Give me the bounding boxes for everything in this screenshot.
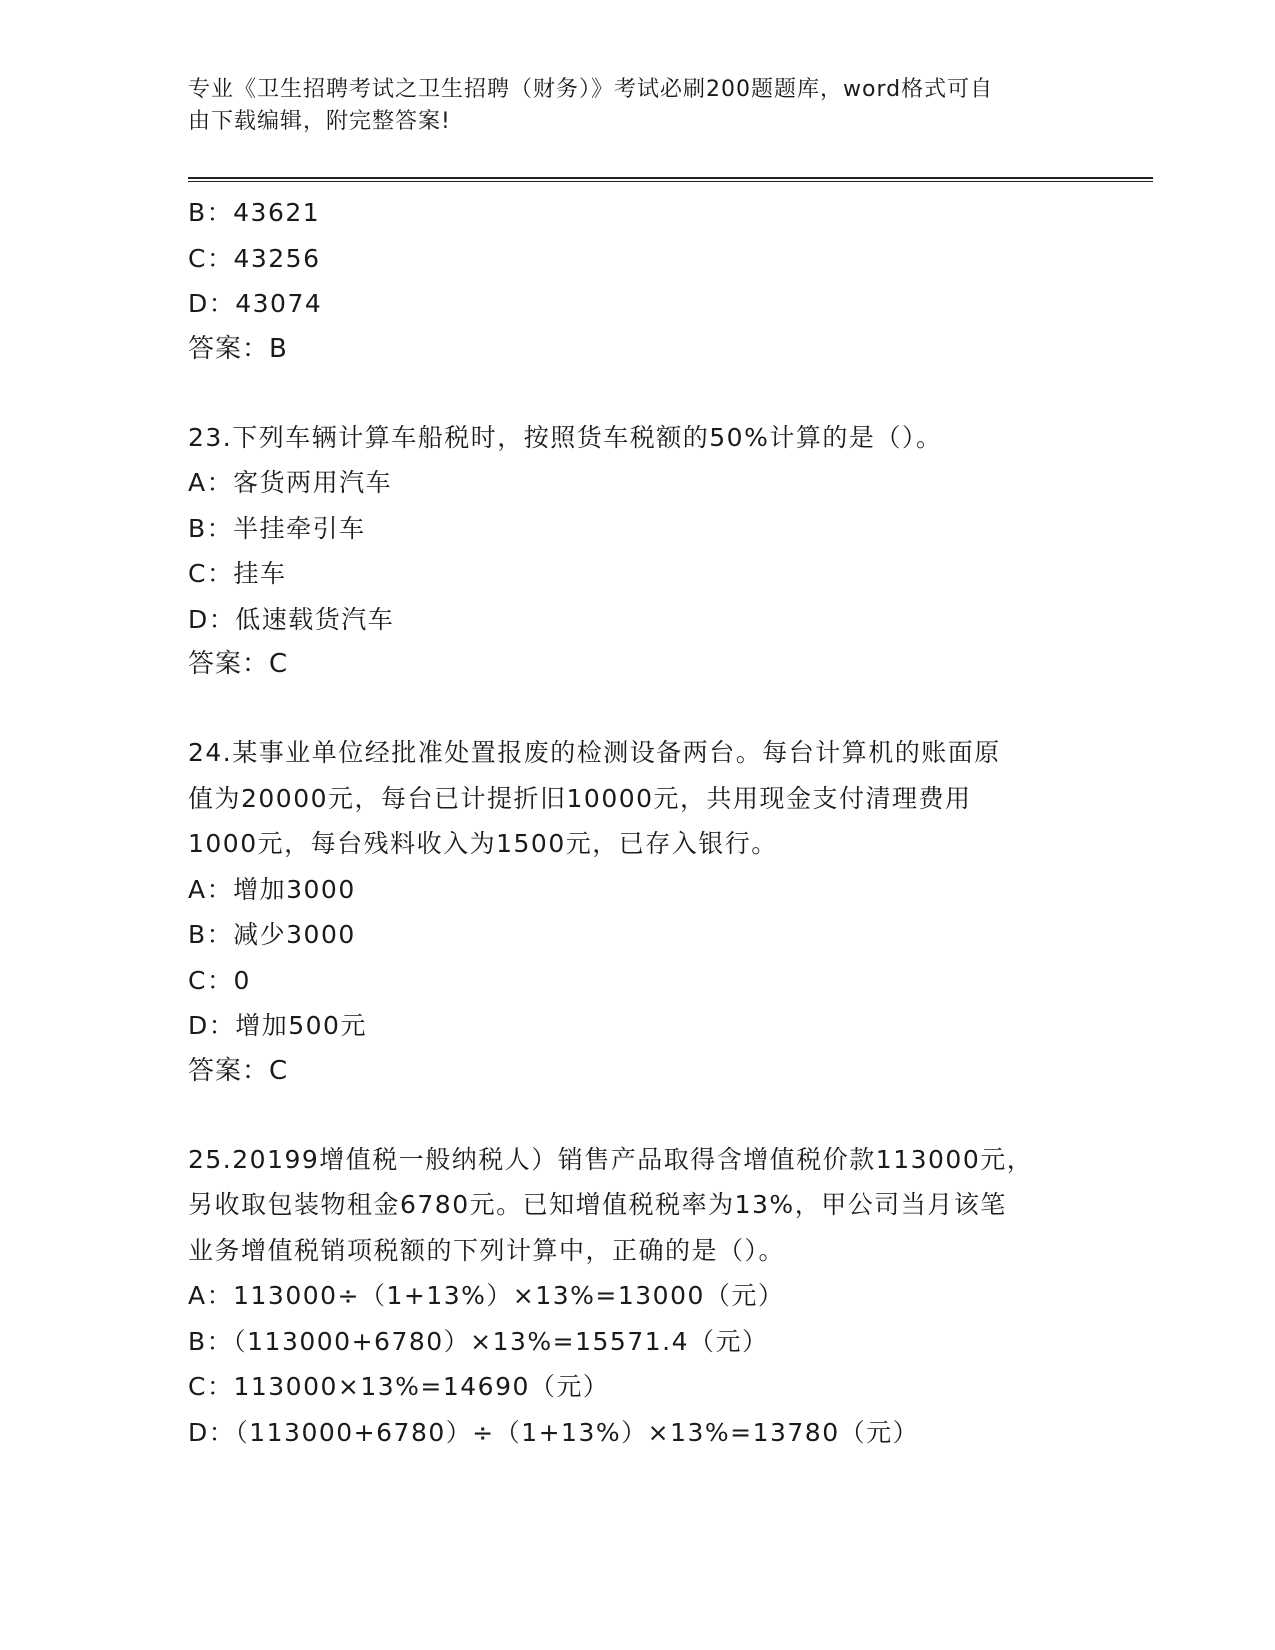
question-22-tail: [188, 190, 1088, 371]
question-stem-line-1: 25.20199增值税一般纳税人）销售产品取得含增值税价款113000元，: [188, 1144, 1034, 1174]
question-list: [188, 190, 1088, 1455]
option-c: C：43256: [188, 243, 321, 273]
question-stem-line-3: 业务增值税销项税额的下列计算中，正确的是（）。: [188, 1235, 786, 1265]
option-b: B：43621: [188, 198, 321, 227]
option-a: A：客货两用汽车: [188, 468, 393, 497]
question-stem-line-2: 值为20000元，每台已计提折旧10000元，共用现金支付清理费用: [188, 783, 972, 813]
question-stem-line-1: 24.某事业单位经批准处置报废的检测设备两台。每台计算机的账面原: [188, 738, 1001, 767]
option-c: C：挂车: [188, 559, 287, 588]
option-d: D：43074: [188, 289, 323, 318]
question-25: [188, 1137, 1088, 1456]
answer-line: 答案：C: [188, 1055, 289, 1086]
question-stem-line-2: 另收取包装物租金6780元。已知增值税税率为13%，甲公司当月该笔: [188, 1190, 1007, 1219]
answer-line: 答案：B: [188, 333, 288, 364]
option-c: C：113000×13%=14690（元）: [188, 1372, 610, 1401]
question-24: [188, 730, 1088, 1093]
spacer: [188, 686, 1088, 730]
question-23: [188, 415, 1088, 687]
option-d: D：（113000+6780）÷（1+13%）×13%=13780（元）: [188, 1417, 920, 1447]
spacer: [188, 1093, 1088, 1137]
header-line-1: 专业《卫生招聘考试之卫生招聘（财务）》考试必刷200题题库，word格式可自: [188, 77, 994, 102]
option-d: D：低速载货汽车: [188, 604, 395, 634]
option-a: A：增加3000: [188, 874, 356, 904]
answer-line: 答案：C: [188, 649, 289, 679]
header-divider: [188, 177, 1153, 182]
option-c: C：0: [188, 965, 251, 995]
option-b: B：减少3000: [188, 920, 356, 949]
question-stem: 23.下列车辆计算车船税时，按照货车税额的50%计算的是（）。: [188, 422, 943, 452]
question-stem-line-3: 1000元，每台残料收入为1500元，已存入银行。: [188, 829, 778, 858]
option-b: B：（113000+6780）×13%=15571.4（元）: [188, 1326, 769, 1356]
option-b: B：半挂牵引车: [188, 513, 366, 543]
spacer: [188, 371, 1088, 415]
page-header: [188, 74, 1068, 138]
option-a: A：113000÷（1+13%）×13%=13000（元）: [188, 1281, 785, 1310]
header-line-2: 由下载编辑，附完整答案!: [188, 109, 451, 134]
option-d: D：增加500元: [188, 1011, 367, 1040]
